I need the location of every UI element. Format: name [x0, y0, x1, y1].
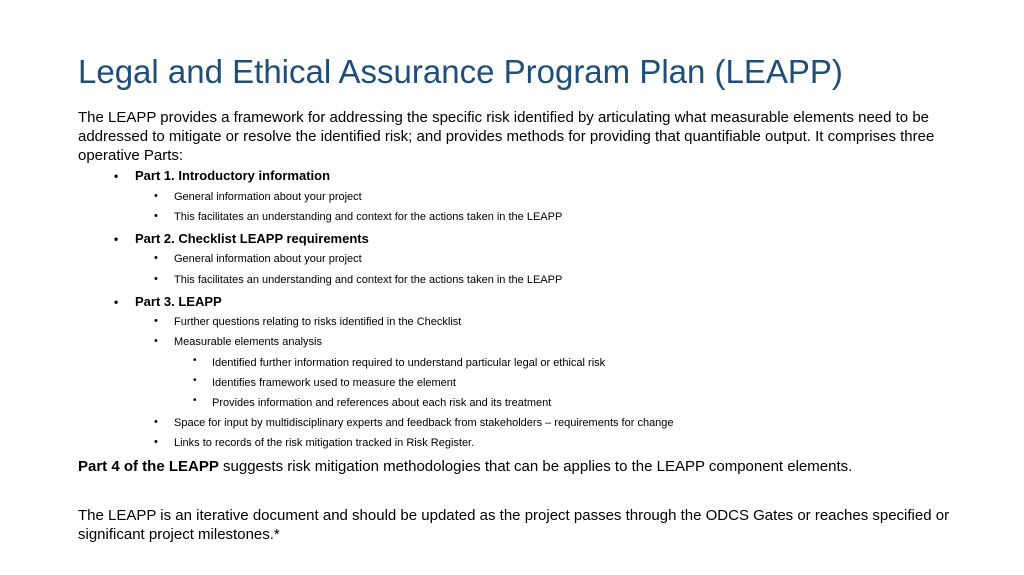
list-item-text: Space for input by multidisciplinary experts and feedback from stakeholders – requirements for change [174, 417, 674, 429]
part-3-label: Part 3. LEAPP [135, 294, 222, 309]
part-4-text: suggests risk mitigation methodologies that can be applies to the LEAPP component elements. [218, 458, 853, 475]
list-item-text: Links to records of the risk mitigation tracked in Risk Register. [174, 437, 475, 449]
list-item-text: Further questions relating to risks identified in the Checklist [174, 316, 462, 328]
slide-title: Legal and Ethical Assurance Program Plan (LEAPP) [78, 53, 843, 90]
bullet-icon: • [154, 190, 158, 202]
list-item-text: This facilitates an understanding and context for the actions taken in the LEAPP [174, 211, 563, 223]
bullet-icon: • [114, 232, 119, 246]
list-item-text: This facilitates an understanding and context for the actions taken in the LEAPP [174, 274, 563, 286]
closing-paragraph: The LEAPP is an iterative document and should be updated as the project passes through the ODCS Gates or reaches specified or significant project milestones.* [78, 507, 950, 543]
list-subitem-text: Identified further information required to understand particular legal or ethical risk [212, 357, 606, 369]
part-1-label: Part 1. Introductory information [135, 168, 331, 183]
bullet-icon: • [154, 273, 158, 285]
bullet-icon: • [154, 252, 158, 264]
bullet-icon: • [193, 395, 197, 406]
bullet-icon: • [114, 169, 119, 183]
bullet-icon: • [154, 335, 158, 347]
part-4-paragraph [78, 457, 958, 476]
part-2-label: Part 2. Checklist LEAPP requirements [135, 231, 369, 246]
list-subitem-text: Provides information and references about each risk and its treatment [212, 397, 552, 409]
bullet-icon: • [193, 375, 197, 386]
bullet-icon: • [114, 295, 119, 309]
intro-paragraph: The LEAPP provides a framework for addressing the specific risk identified by articulating what measurable elements need to be addressed to mitigate or resolve the identified risk; and provides methods for providing that quantifiable output. It comprises three operative Parts: [78, 109, 935, 164]
bullet-icon: • [154, 210, 158, 222]
part-4-bold-label: Part 4 of the LEAPP [78, 458, 219, 475]
list-item-text: Measurable elements analysis [174, 336, 322, 348]
bullet-icon: • [154, 436, 158, 448]
bullet-icon: • [154, 315, 158, 327]
bullet-icon: • [193, 355, 197, 366]
list-item-text: General information about your project [174, 253, 362, 265]
list-item-text: General information about your project [174, 191, 362, 203]
list-subitem-text: Identifies framework used to measure the element [212, 377, 456, 389]
bullet-icon: • [154, 416, 158, 428]
